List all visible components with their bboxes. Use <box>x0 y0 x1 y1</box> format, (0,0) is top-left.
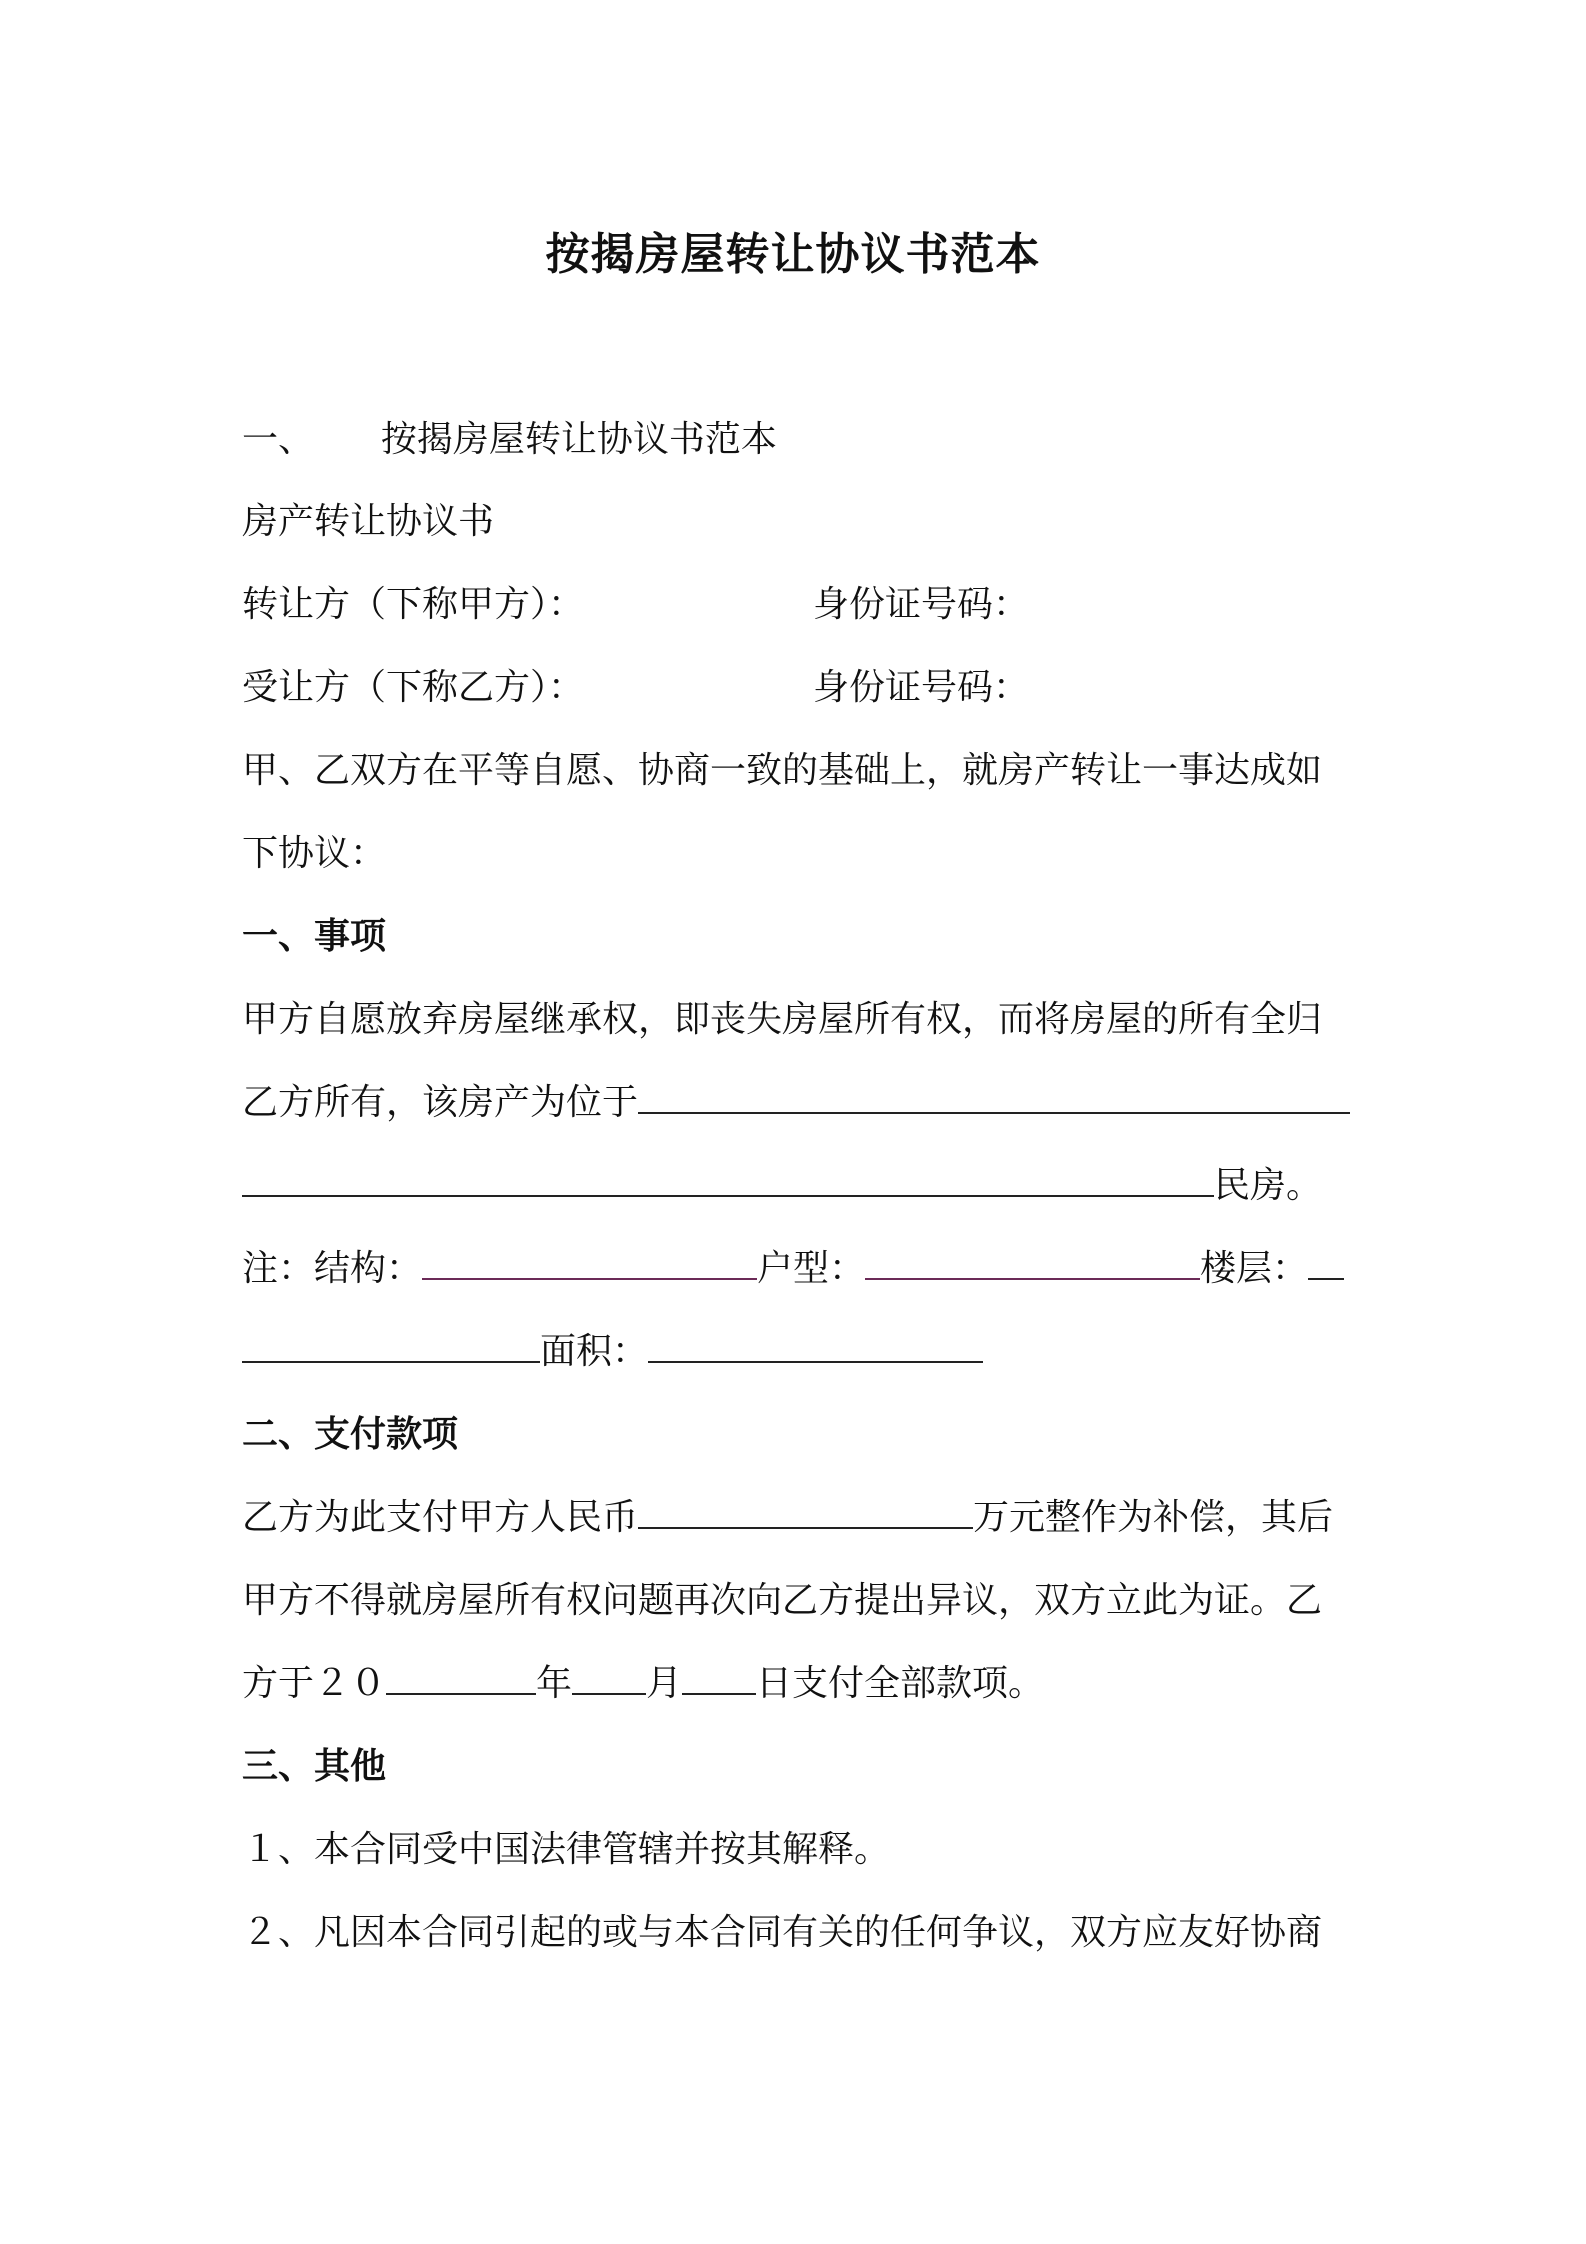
heading-matters: 一、事项 <box>242 916 387 957</box>
note-structure-label: 注：结构： <box>242 1248 423 1289</box>
other-item-1: １、本合同受中国法律管辖并按其解释。 <box>242 1829 891 1870</box>
year-label: 年 <box>536 1663 573 1704</box>
transferee-label: 受让方（下称乙方）： <box>242 667 585 708</box>
document-name: 房产转让协议书 <box>242 501 495 542</box>
note-area-label: 面积： <box>540 1331 649 1372</box>
matters-line-2-text: 乙方所有，该房产为位于 <box>242 1082 639 1123</box>
matters-line-2 <box>242 1081 1350 1125</box>
floor-blank-continued <box>242 1331 540 1363</box>
section-heading-text: 按揭房屋转让协议书范本 <box>380 419 777 460</box>
matters-line-3-suffix: 民房。 <box>1214 1165 1323 1206</box>
transferor-id-label: 身份证号码： <box>813 584 1030 625</box>
transferee-line <box>242 666 584 710</box>
payment-line-3 <box>242 1662 1044 1706</box>
floor-blank <box>1308 1248 1344 1280</box>
payment-line-2: 甲方不得就房屋所有权问题再次向乙方提出异议，双方立此为证。乙 <box>242 1580 1323 1621</box>
matters-line-3 <box>242 1164 1322 1208</box>
note-line-1 <box>242 1247 1344 1291</box>
other-item-2: ２、凡因本合同引起的或与本合同有关的任何争议，双方应友好协商 <box>242 1912 1323 1953</box>
document-title: 按揭房屋转让协议书范本 <box>545 229 1041 280</box>
intro-line-1: 甲、乙双方在平等自愿、协商一致的基础上，就房产转让一事达成如 <box>242 750 1323 791</box>
note-floor-label: 楼层： <box>1200 1248 1309 1289</box>
transferor-line <box>242 583 584 627</box>
year-blank <box>386 1663 536 1695</box>
note-type-label: 户型： <box>757 1248 866 1289</box>
section-heading-number: 一、 <box>242 419 315 460</box>
structure-blank <box>422 1248 757 1280</box>
month-label: 月 <box>646 1663 683 1704</box>
heading-other: 三、其他 <box>242 1746 387 1787</box>
matters-line-1: 甲方自愿放弃房屋继承权，即丧失房屋所有权，而将房屋的所有全归 <box>242 999 1323 1040</box>
area-blank <box>648 1331 983 1363</box>
transferee-id-label: 身份证号码： <box>813 667 1030 708</box>
intro-line-2: 下协议： <box>242 833 387 874</box>
note-line-2 <box>242 1330 983 1374</box>
payment-line-1-a: 乙方为此支付甲方人民币 <box>242 1497 639 1538</box>
month-blank <box>572 1663 646 1695</box>
section-heading <box>242 418 777 462</box>
transferor-label: 转让方（下称甲方）： <box>242 584 585 625</box>
payment-line-1 <box>242 1496 1333 1540</box>
address-blank <box>638 1082 1350 1114</box>
payment-line-1-b: 万元整作为补偿，其后 <box>973 1497 1334 1538</box>
day-label: 日支付全部款项。 <box>756 1663 1045 1704</box>
amount-blank <box>638 1497 973 1529</box>
address-blank-continued <box>242 1165 1214 1197</box>
heading-payment: 二、支付款项 <box>242 1414 459 1455</box>
day-blank <box>682 1663 756 1695</box>
type-blank <box>865 1248 1200 1280</box>
payment-line-3-a: 方于２０ <box>242 1663 387 1704</box>
